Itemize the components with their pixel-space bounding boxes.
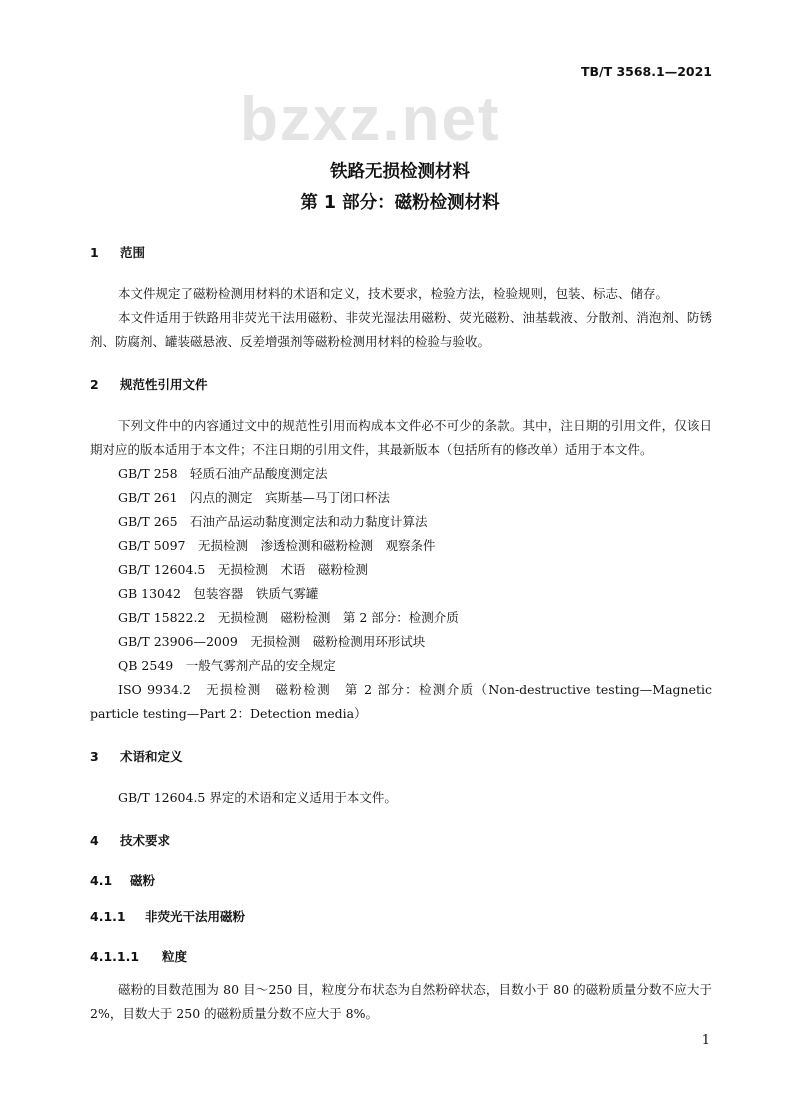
- reference-item: GB/T 5097 无损检测 渗透检测和磁粉检测 观察条件: [118, 538, 436, 553]
- paragraph: 下列文件中的内容通过文中的规范性引用而构成本文件必不可少的条款。其中，注日期的引用文件，仅该日期对应的版本适用于本文件；不注日期的引用文件，其最新版本（包括所有的修改单）适用于本文件。: [90, 418, 712, 457]
- document-body: [90, 244, 712, 1050]
- paragraph: 磁粉的目数范围为 80 目～250 目，粒度分布状态为自然粉碎状态，目数小于 80 的磁粉质量分数不应大于 2%，目数大于 250 的磁粉质量分数不应大于 8%。: [90, 982, 712, 1021]
- section-heading-4-1: [90, 872, 712, 890]
- section-title: 磁粉: [130, 873, 156, 888]
- reference-item: GB 13042 包装容器 铁质气雾罐: [118, 586, 319, 601]
- section-heading-4-1-1-1: [90, 948, 712, 966]
- section-number: 4: [90, 833, 99, 848]
- reference-item: GB/T 261 闪点的测定 宾斯基—马丁闭口杯法: [118, 490, 391, 505]
- section-title: 术语和定义: [120, 749, 183, 764]
- reference-item: GB/T 258 轻质石油产品酸度测定法: [118, 466, 328, 481]
- section-number: 2: [90, 377, 99, 392]
- paragraph: 本文件规定了磁粉检测用材料的术语和定义，技术要求，检验方法，检验规则，包装、标志、储存。: [118, 286, 669, 301]
- paragraph: 本文件适用于铁路用非荧光干法用磁粉、非荧光湿法用磁粉、荧光磁粉、油基载液、分散剂、消泡剂、防锈剂、防腐剂、罐装磁悬液、反差增强剂等磁粉检测用材料的检验与验收。: [90, 310, 712, 349]
- paragraph: GB/T 12604.5 界定的术语和定义适用于本文件。: [118, 790, 397, 805]
- section-title: 非荧光干法用磁粉: [145, 909, 246, 924]
- section-number: 1: [90, 245, 99, 260]
- page-number: 1: [701, 1033, 710, 1048]
- section-title: 范围: [120, 245, 146, 260]
- section-heading-4-1-1: [90, 908, 712, 926]
- section-number: 4.1.1: [90, 909, 126, 924]
- section-title: 粒度: [162, 949, 188, 964]
- section-heading-3: [90, 748, 712, 766]
- reference-item: QB 2549 一般气雾剂产品的安全规定: [118, 658, 336, 673]
- section-title: 技术要求: [120, 833, 171, 848]
- section-heading-4: [90, 832, 712, 850]
- document-number: TB/T 3568.1—2021: [580, 64, 712, 79]
- section-title: 规范性引用文件: [120, 377, 208, 392]
- reference-item: GB/T 12604.5 无损检测 术语 磁粉检测: [118, 562, 368, 577]
- section-number: 4.1: [90, 873, 113, 888]
- section-heading-1: [90, 244, 712, 262]
- document-subtitle: 第 1 部分：磁粉检测材料: [300, 193, 500, 213]
- reference-item: GB/T 15822.2 无损检测 磁粉检测 第 2 部分：检测介质: [118, 610, 459, 625]
- document-title: 铁路无损检测材料: [330, 162, 470, 182]
- reference-item: GB/T 23906—2009 无损检测 磁粉检测用环形试块: [118, 634, 426, 649]
- watermark: bzxz.net: [240, 85, 501, 154]
- reference-item: ISO 9934.2 无损检测 磁粉检测 第 2 部分：检测介质（Non-destructive testing—Magnetic particle testing—Part 2：Detection media）: [90, 682, 712, 721]
- section-number: 4.1.1.1: [90, 949, 140, 964]
- reference-item: GB/T 265 石油产品运动黏度测定法和动力黏度计算法: [118, 514, 428, 529]
- section-heading-2: [90, 376, 712, 394]
- section-number: 3: [90, 749, 99, 764]
